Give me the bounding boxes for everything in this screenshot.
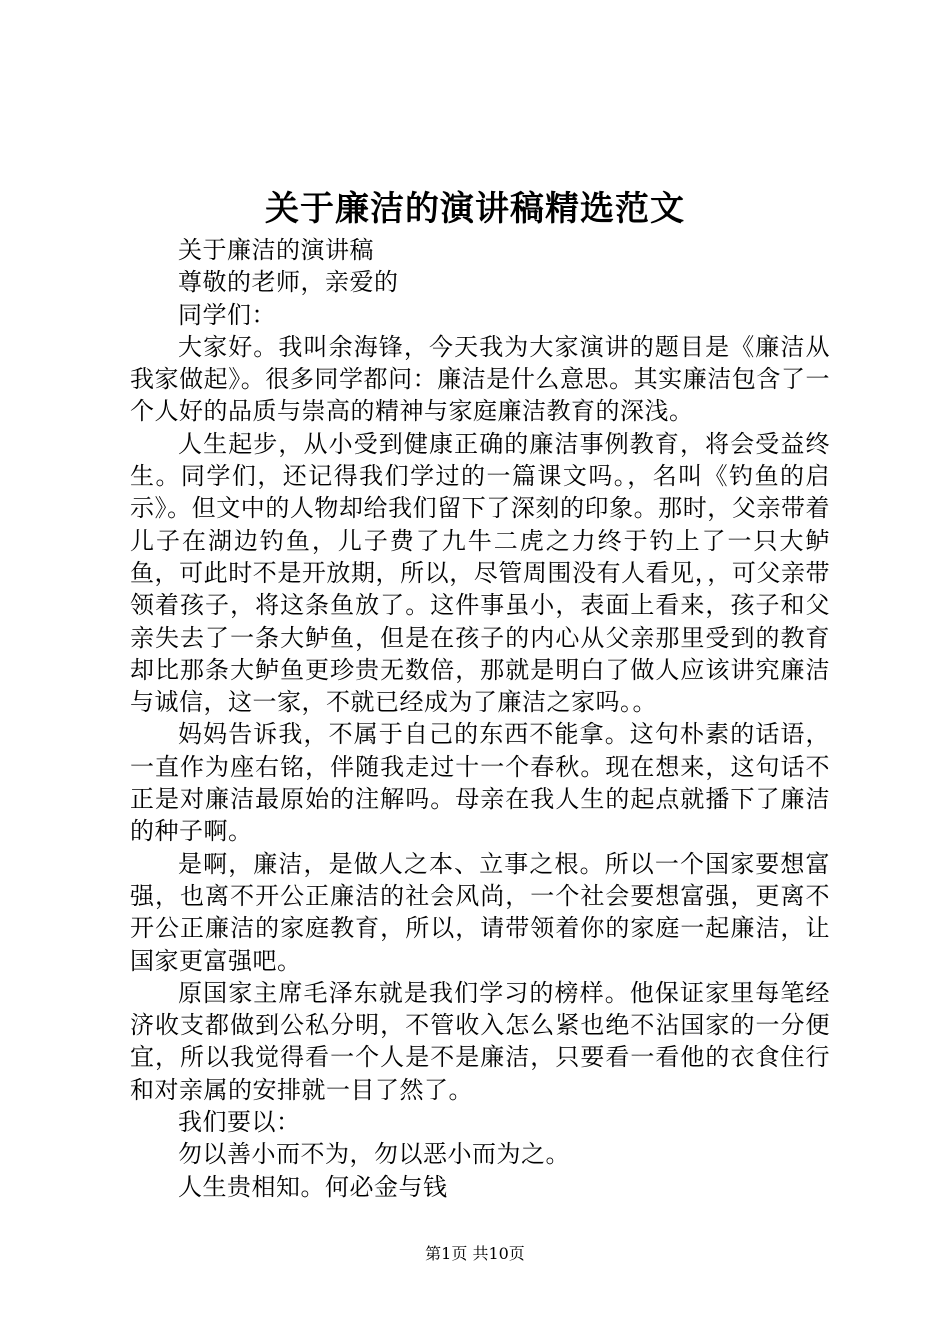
- page-number-footer: 第1页 共10页: [425, 1244, 525, 1263]
- document-body: [130, 234, 830, 1203]
- paragraph-fishing-story: 人生起步，从小受到健康正确的廉洁事例教育，将会受益终生。同学们，还记得我们学过的一篇课文吗。，名叫《钓鱼的启示》。但文中的人物却给我们留下了深刻的印象。那时，父亲带着儿子在湖边钓鱼，儿子费了九牛二虎之力终于钓上了一只大鲈鱼，可此时不是开放期，所以，尽管周围没有人看见，，可父亲带领着孩子，将这条鱼放了。这件事虽小，表面上看来，孩子和父亲失去了一条大鲈鱼，但是在孩子的内心从父亲那里受到的教育却比那条大鲈鱼更珍贵无数倍，那就是明白了做人应该讲究廉洁与诚信，这一家，不就已经成为了廉洁之家吗。。: [130, 429, 830, 717]
- paragraph-speech-heading: 关于廉洁的演讲稿: [178, 236, 374, 264]
- paragraph-we-should: 我们要以：: [178, 1108, 301, 1137]
- paragraph-salutation-students: 同学们：: [178, 300, 276, 329]
- paragraph-introduction: 大家好。我叫余海锋，今天我为大家演讲的题目是《廉洁从我家做起》。很多同学都问：廉洁是什么意思。其实廉洁包含了一个人好的品质与崇高的精神与家庭廉洁教育的深浅。: [130, 332, 830, 426]
- paragraph-proverb: 勿以善小而不为，勿以恶小而为之。: [178, 1140, 570, 1169]
- paragraph-mother-advice: 妈妈告诉我，不属于自己的东西不能拿。这句朴素的话语，一直作为座右铭，伴随我走过十一个春秋。现在想来，这句话不正是对廉洁最原始的注解吗。母亲在我人生的起点就播下了廉洁的种子啊。: [130, 720, 830, 846]
- document-title: 关于廉洁的演讲稿精选范文: [265, 189, 685, 229]
- paragraph-nation-integrity: 是啊，廉洁，是做人之本、立事之根。所以一个国家要想富强，也离不开公正廉洁的社会风尚，一个社会要想富强，更离不开公正廉洁的家庭教育，所以，请带领着你的家庭一起廉洁，让国家更富强吧。: [130, 849, 830, 975]
- paragraph-role-model: 原国家主席毛泽东就是我们学习的榜样。他保证家里每笔经济收支都做到公私分明，不管收入怎么紧也绝不沾国家的一分便宜，所以我觉得看一个人是不是廉洁，只要看一看他的衣食住行和对亲属的安排就一目了然了。: [130, 978, 830, 1104]
- paragraph-salutation-teachers: 尊敬的老师，亲爱的: [178, 268, 399, 297]
- paragraph-closing-line: 人生贵相知。何必金与钱: [178, 1172, 448, 1201]
